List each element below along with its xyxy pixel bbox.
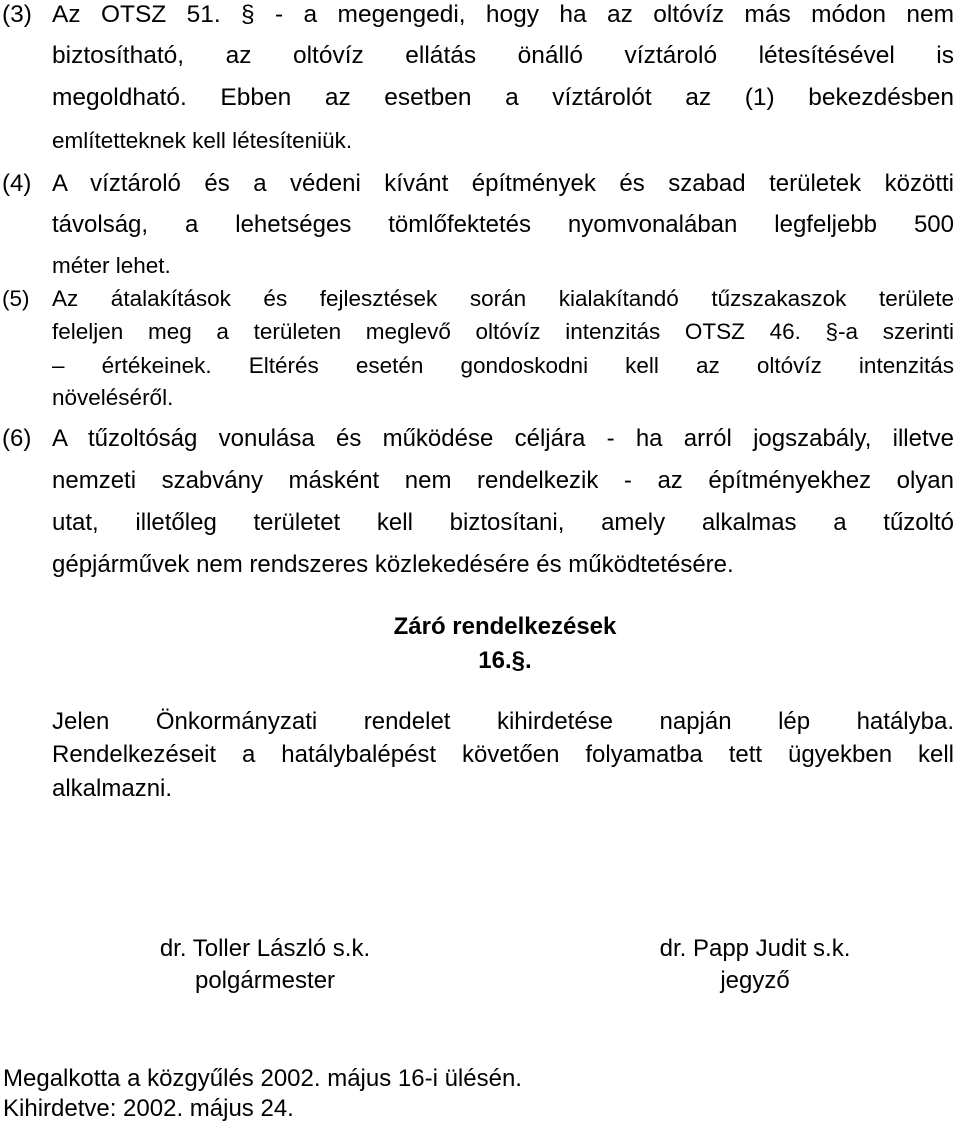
paragraph-number: (5) (2, 286, 30, 311)
paragraph-line: utat, illetőleg területet kell biztosítani, amely alkalmas a tűzoltó (52, 509, 954, 536)
mayor-name: dr. Toller László s.k. (159, 935, 371, 962)
paragraph-line: biztosítható, az oltóvíz ellátás önálló víztároló létesítésével is (52, 42, 954, 69)
paragraph-line: Az OTSZ 51. § - a megengedi, hogy ha az oltóvíz más módon nem (52, 1, 954, 28)
closing-line: Rendelkezéseit a hatálybalépést követően folyamatba tett ügyekben kell (52, 741, 954, 768)
paragraph-line: méter lehet. (52, 253, 171, 278)
section-heading: Záró rendelkezések (393, 613, 617, 640)
closing-line: alkalmazni. (52, 775, 173, 802)
paragraph-line: távolság, a lehetséges tömlőfektetés nyomvonalában legfeljebb 500 (52, 211, 954, 238)
paragraph-number: (3) (2, 1, 32, 28)
paragraph-line: A víztároló és a védeni kívánt építmények és szabad területek közötti (52, 170, 954, 197)
section-number: 16.§. (478, 647, 532, 674)
notary-name: dr. Papp Judit s.k. (659, 935, 851, 962)
adoption-date: Megalkotta a közgyűlés 2002. május 16-i ülésén. (3, 1065, 522, 1092)
notary-title: jegyző (720, 967, 790, 994)
paragraph-line: Az átalakítások és fejlesztések során kialakítandó tűzszakaszok területe (52, 286, 954, 311)
paragraph-line: feleljen meg a területen meglevő oltóvíz intenzitás OTSZ 46. §-a szerinti (52, 319, 954, 344)
closing-line: Jelen Önkormányzati rendelet kihirdetése napján lép hatályba. (52, 708, 954, 735)
paragraph-line: nemzeti szabvány másként nem rendelkezik - az építményekhez olyan (52, 467, 954, 494)
paragraph-line: megoldható. Ebben az esetben a víztárolót az (1) bekezdésben (52, 84, 954, 111)
paragraph-line: A tűzoltóság vonulása és működése céljára - ha arról jogszabály, illetve (52, 425, 954, 452)
paragraph-line: – értékeinek. Eltérés esetén gondoskodni kell az oltóvíz intenzitás (52, 353, 954, 378)
publication-date: Kihirdetve: 2002. május 24. (3, 1095, 294, 1122)
paragraph-line: említetteknek kell létesíteniük. (52, 128, 353, 153)
paragraph-number: (6) (2, 425, 32, 452)
paragraph-number: (4) (2, 170, 32, 197)
paragraph-line: gépjárművek nem rendszeres közlekedésére és működtetésére. (52, 551, 734, 578)
paragraph-line: növeléséről. (52, 385, 174, 410)
mayor-title: polgármester (194, 967, 336, 994)
